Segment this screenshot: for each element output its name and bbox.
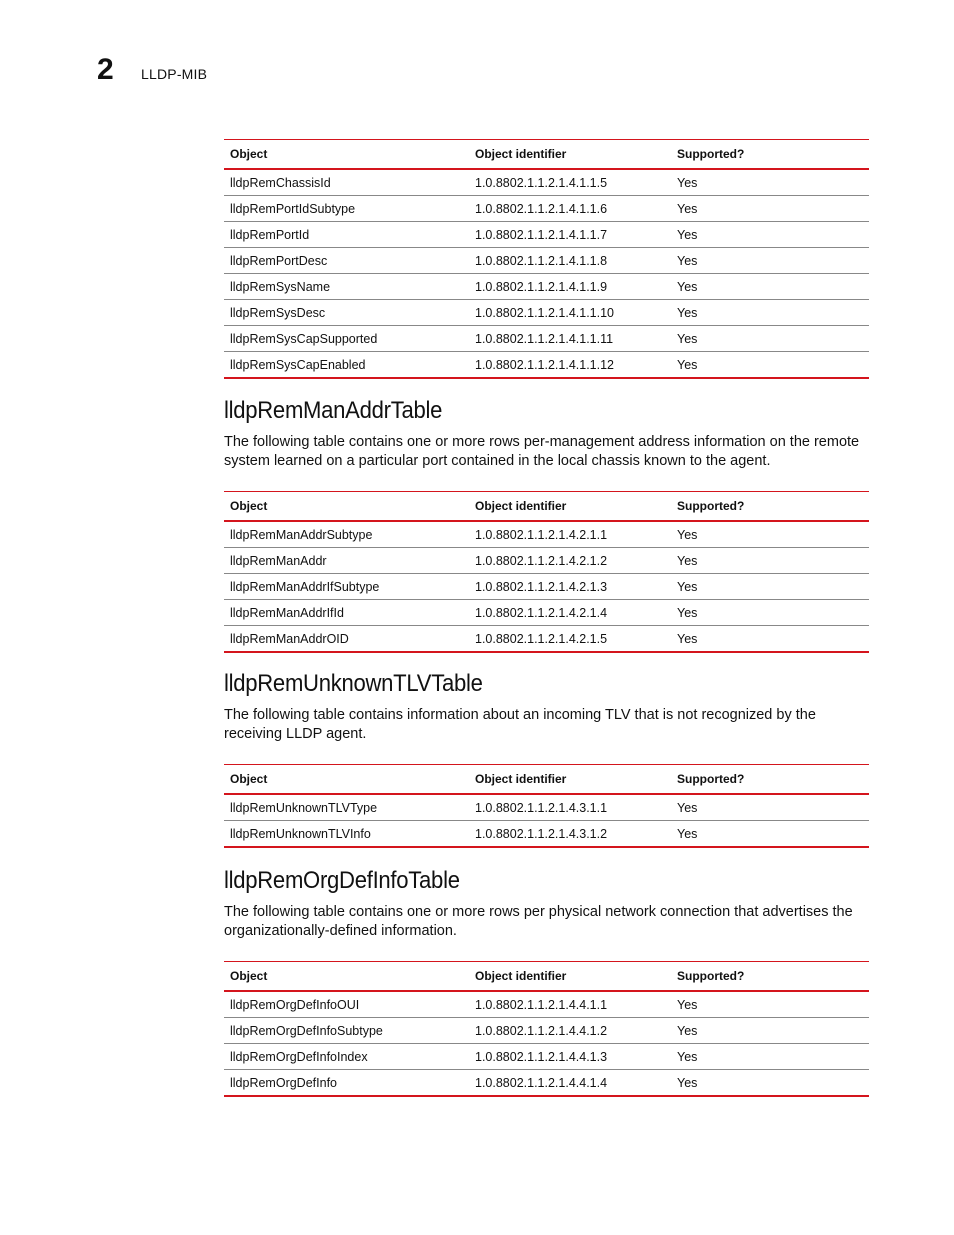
cell-supported: Yes — [671, 600, 869, 626]
cell-supported: Yes — [671, 196, 869, 222]
unknown-tlv-table-wrap — [224, 764, 869, 848]
cell-object-identifier: 1.0.8802.1.1.2.1.4.2.1.1 — [469, 521, 671, 548]
cell-supported: Yes — [671, 1044, 869, 1070]
table-header-row — [224, 492, 869, 522]
object-table — [224, 961, 869, 1097]
cell-supported: Yes — [671, 300, 869, 326]
remote-table-continued — [224, 139, 869, 379]
section-heading: lldpRemUnknownTLVTable — [224, 670, 483, 697]
column-header-identifier: Object identifier — [469, 140, 671, 170]
cell-supported: Yes — [671, 991, 869, 1018]
cell-object-name: lldpRemManAddrOID — [224, 626, 469, 653]
cell-object-identifier: 1.0.8802.1.1.2.1.4.4.1.4 — [469, 1070, 671, 1097]
table-row — [224, 991, 869, 1018]
cell-object-name: lldpRemPortIdSubtype — [224, 196, 469, 222]
chapter-number: 2 — [97, 53, 114, 86]
cell-object-identifier: 1.0.8802.1.1.2.1.4.1.1.5 — [469, 169, 671, 196]
cell-supported: Yes — [671, 169, 869, 196]
table-row — [224, 326, 869, 352]
cell-object-identifier: 1.0.8802.1.1.2.1.4.3.1.1 — [469, 794, 671, 821]
cell-object-name: lldpRemUnknownTLVType — [224, 794, 469, 821]
cell-object-identifier: 1.0.8802.1.1.2.1.4.2.1.4 — [469, 600, 671, 626]
section-heading: lldpRemOrgDefInfoTable — [224, 867, 460, 894]
table-row — [224, 222, 869, 248]
section-description: The following table contains one or more rows per physical network connection that advertises the organizationally-defined information. — [224, 904, 853, 939]
cell-supported: Yes — [671, 352, 869, 379]
table-row — [224, 600, 869, 626]
column-header-supported: Supported? — [671, 140, 869, 170]
cell-object-identifier: 1.0.8802.1.1.2.1.4.1.1.6 — [469, 196, 671, 222]
cell-supported: Yes — [671, 274, 869, 300]
cell-object-name: lldpRemChassisId — [224, 169, 469, 196]
column-header-object: Object — [224, 962, 469, 992]
table-row — [224, 548, 869, 574]
cell-object-name: lldpRemManAddr — [224, 548, 469, 574]
object-table — [224, 764, 869, 848]
cell-object-name: lldpRemOrgDefInfoIndex — [224, 1044, 469, 1070]
cell-supported: Yes — [671, 821, 869, 848]
table-row — [224, 169, 869, 196]
cell-object-name: lldpRemPortId — [224, 222, 469, 248]
cell-object-identifier: 1.0.8802.1.1.2.1.4.1.1.12 — [469, 352, 671, 379]
cell-object-name: lldpRemOrgDefInfo — [224, 1070, 469, 1097]
chapter-title: LLDP-MIB — [141, 66, 208, 82]
cell-object-name: lldpRemOrgDefInfoOUI — [224, 991, 469, 1018]
section-description: The following table contains information about an incoming TLV that is not recognized by the receiving LLDP agent. — [224, 707, 816, 742]
table-row — [224, 1044, 869, 1070]
table-row — [224, 794, 869, 821]
cell-object-name: lldpRemManAddrIfId — [224, 600, 469, 626]
cell-object-identifier: 1.0.8802.1.1.2.1.4.1.1.7 — [469, 222, 671, 248]
column-header-supported: Supported? — [671, 962, 869, 992]
cell-object-identifier: 1.0.8802.1.1.2.1.4.1.1.8 — [469, 248, 671, 274]
section-description: The following table contains one or more rows per-management address information on the remote system learned on a particular port contained in the local chassis known to the agent. — [224, 434, 860, 469]
cell-supported: Yes — [671, 326, 869, 352]
section-heading: lldpRemManAddrTable — [224, 397, 443, 424]
table-row — [224, 1018, 869, 1044]
cell-object-identifier: 1.0.8802.1.1.2.1.4.4.1.1 — [469, 991, 671, 1018]
table-row — [224, 626, 869, 653]
cell-supported: Yes — [671, 794, 869, 821]
table-row — [224, 300, 869, 326]
cell-object-name: lldpRemUnknownTLVInfo — [224, 821, 469, 848]
cell-object-identifier: 1.0.8802.1.1.2.1.4.3.1.2 — [469, 821, 671, 848]
column-header-identifier: Object identifier — [469, 765, 671, 795]
table-header-row — [224, 765, 869, 795]
cell-object-identifier: 1.0.8802.1.1.2.1.4.1.1.11 — [469, 326, 671, 352]
cell-supported: Yes — [671, 1018, 869, 1044]
org-def-info-table-wrap — [224, 961, 869, 1097]
cell-object-name: lldpRemSysCapEnabled — [224, 352, 469, 379]
cell-supported: Yes — [671, 548, 869, 574]
cell-object-name: lldpRemManAddrIfSubtype — [224, 574, 469, 600]
cell-object-identifier: 1.0.8802.1.1.2.1.4.1.1.9 — [469, 274, 671, 300]
man-addr-table-wrap — [224, 491, 869, 653]
table-row — [224, 1070, 869, 1097]
cell-object-name: lldpRemSysDesc — [224, 300, 469, 326]
section-unknown-tlv-table — [224, 670, 869, 743]
cell-supported: Yes — [671, 521, 869, 548]
cell-supported: Yes — [671, 222, 869, 248]
cell-object-name: lldpRemOrgDefInfoSubtype — [224, 1018, 469, 1044]
column-header-identifier: Object identifier — [469, 492, 671, 522]
column-header-object: Object — [224, 492, 469, 522]
table-row — [224, 352, 869, 379]
cell-supported: Yes — [671, 574, 869, 600]
table-row — [224, 521, 869, 548]
cell-object-identifier: 1.0.8802.1.1.2.1.4.2.1.2 — [469, 548, 671, 574]
cell-object-identifier: 1.0.8802.1.1.2.1.4.2.1.5 — [469, 626, 671, 653]
object-table — [224, 139, 869, 379]
table-header-row — [224, 140, 869, 170]
cell-object-identifier: 1.0.8802.1.1.2.1.4.4.1.2 — [469, 1018, 671, 1044]
column-header-supported: Supported? — [671, 492, 869, 522]
cell-supported: Yes — [671, 1070, 869, 1097]
table-header-row — [224, 962, 869, 992]
cell-object-name: lldpRemSysName — [224, 274, 469, 300]
cell-supported: Yes — [671, 248, 869, 274]
object-table — [224, 491, 869, 653]
section-org-def-info-table — [224, 867, 869, 940]
cell-object-name: lldpRemManAddrSubtype — [224, 521, 469, 548]
column-header-supported: Supported? — [671, 765, 869, 795]
cell-object-identifier: 1.0.8802.1.1.2.1.4.4.1.3 — [469, 1044, 671, 1070]
column-header-identifier: Object identifier — [469, 962, 671, 992]
table-row — [224, 248, 869, 274]
cell-object-identifier: 1.0.8802.1.1.2.1.4.2.1.3 — [469, 574, 671, 600]
table-row — [224, 274, 869, 300]
section-man-addr-table — [224, 397, 869, 470]
cell-supported: Yes — [671, 626, 869, 653]
table-row — [224, 821, 869, 848]
cell-object-name: lldpRemPortDesc — [224, 248, 469, 274]
cell-object-name: lldpRemSysCapSupported — [224, 326, 469, 352]
cell-object-identifier: 1.0.8802.1.1.2.1.4.1.1.10 — [469, 300, 671, 326]
column-header-object: Object — [224, 140, 469, 170]
table-row — [224, 196, 869, 222]
column-header-object: Object — [224, 765, 469, 795]
table-row — [224, 574, 869, 600]
